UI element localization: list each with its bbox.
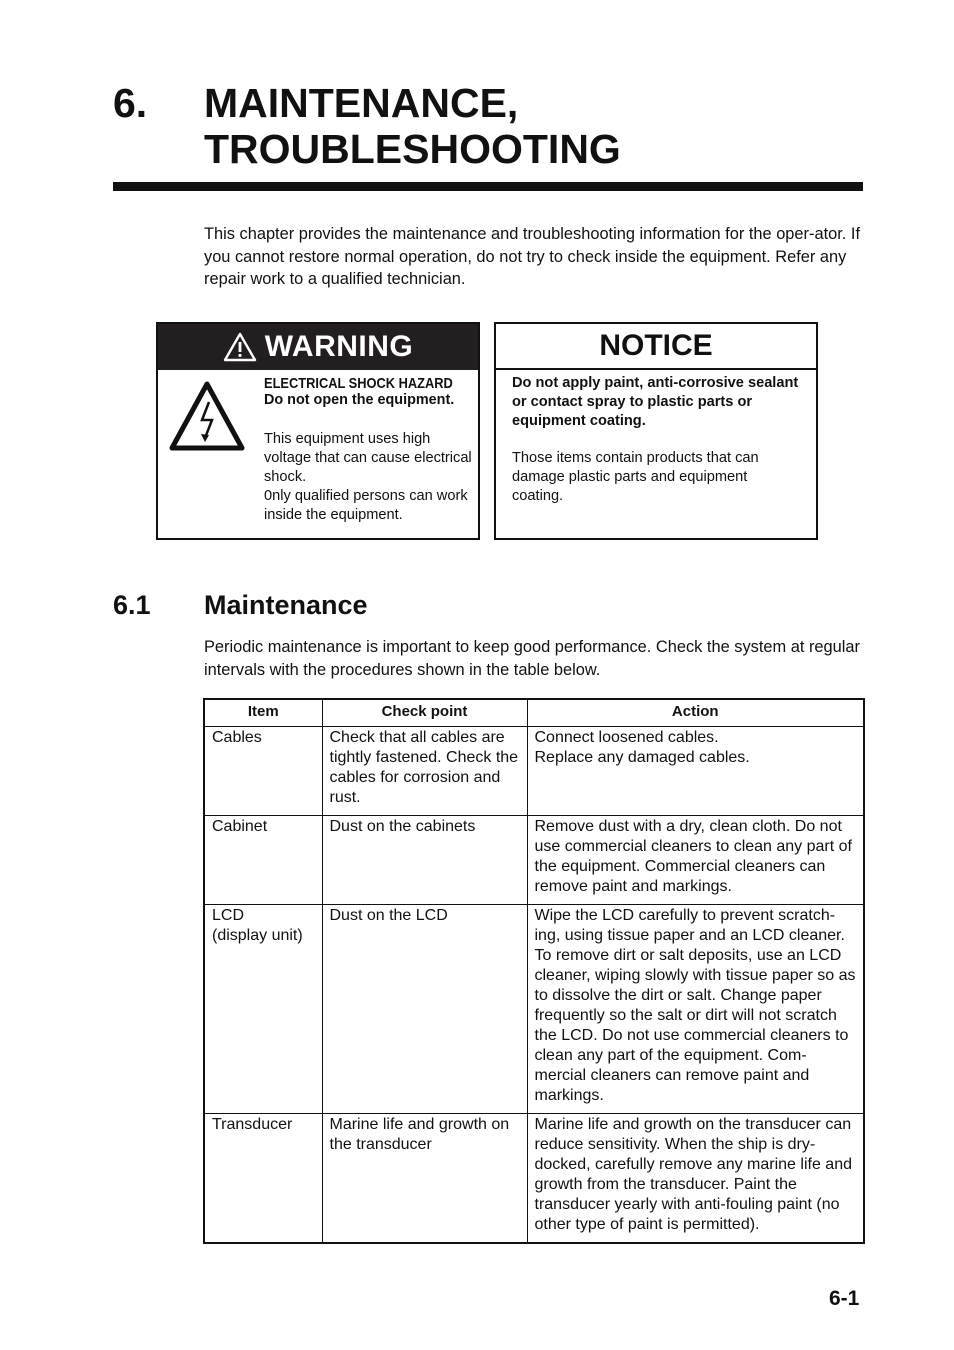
warning-triangle-icon (223, 332, 257, 362)
cell-item: LCD (display unit) (204, 905, 322, 1114)
cell-action: Wipe the LCD carefully to prevent scratch-ing, using tissue paper and an LCD cleaner. To remove dirt or salt deposits, use an LCD cleaner, wiping slowly with tissue paper so as to dissolve the dirt or salt. Change paper frequently so the salt or dirt will not scratch the LCD. Do not use commercial cleaners to clean any part of the equipment. Com-mercial cleaners can remove paint and markings. (527, 905, 864, 1114)
chapter-rule (113, 182, 863, 191)
header-item: Item (204, 699, 322, 727)
cell-check-point: Marine life and growth on the transducer (322, 1114, 527, 1244)
section-title: Maintenance (204, 590, 368, 620)
warning-label: WARNING (264, 330, 414, 363)
electric-shock-icon (168, 380, 246, 452)
table-row (204, 905, 864, 1114)
page-number: 6-1 (829, 1287, 860, 1310)
cell-check-point: Check that all cables are tightly fastened. Check the cables for corrosion and rust. (322, 727, 527, 816)
table-row (204, 816, 864, 905)
cell-check-point: Dust on the cabinets (322, 816, 527, 905)
cell-action: Remove dust with a dry, clean cloth. Do not use commercial cleaners to clean any part of the equipment. Commercial cleaners can remove paint and markings. (527, 816, 864, 905)
header-action: Action (527, 699, 864, 727)
warning-header (158, 324, 478, 370)
cell-item: Cabinet (204, 816, 322, 905)
cell-check-point: Dust on the LCD (322, 905, 527, 1114)
table-row (204, 1114, 864, 1244)
warning-hazard-title: ELECTRICAL SHOCK HAZARD (264, 376, 453, 392)
warning-instruction: Do not open the equipment. (264, 392, 455, 408)
chapter-title (204, 80, 621, 172)
table-header-row (204, 699, 864, 727)
cell-item: Transducer (204, 1114, 322, 1244)
cell-action: Connect loosened cables. Replace any damaged cables. (527, 727, 864, 816)
chapter-number: 6. (113, 80, 148, 126)
notice-box (494, 322, 818, 540)
warning-box (156, 322, 480, 540)
cell-item: Cables (204, 727, 322, 816)
header-check-point: Check point (322, 699, 527, 727)
warning-content (160, 372, 476, 536)
section-number: 6.1 (113, 590, 151, 620)
section-intro: Periodic maintenance is important to keep good performance. Check the system at regular intervals with the procedures shown in the table below. (204, 638, 860, 679)
chapter-intro: This chapter provides the maintenance and troubleshooting information for the oper-ator. If you cannot restore normal operation, do not try to check inside the equipment. Refer any repair work to a qualified technician. (204, 225, 861, 288)
maintenance-table (203, 698, 865, 1244)
warning-body: This equipment uses high voltage that can cause electrical shock. 0nly qualified persons can work inside the equipment. (264, 431, 472, 523)
chapter-title-line-2: TROUBLESHOOTING (204, 126, 621, 172)
table-row (204, 727, 864, 816)
notice-body: Those items contain products that can damage plastic parts and equipment coating. (512, 450, 759, 504)
notice-bold-text: Do not apply paint, anti-corrosive sealant or contact spray to plastic parts or equipment coating. (512, 375, 799, 429)
notice-header: NOTICE (496, 324, 816, 370)
chapter-title-line-1: MAINTENANCE, (204, 80, 519, 126)
cell-action: Marine life and growth on the transducer can reduce sensitivity. When the ship is dry-docked, carefully remove any marine life and growth from the transducer. Paint the transducer yearly with anti-fouling paint (no other type of paint is permitted). (527, 1114, 864, 1244)
